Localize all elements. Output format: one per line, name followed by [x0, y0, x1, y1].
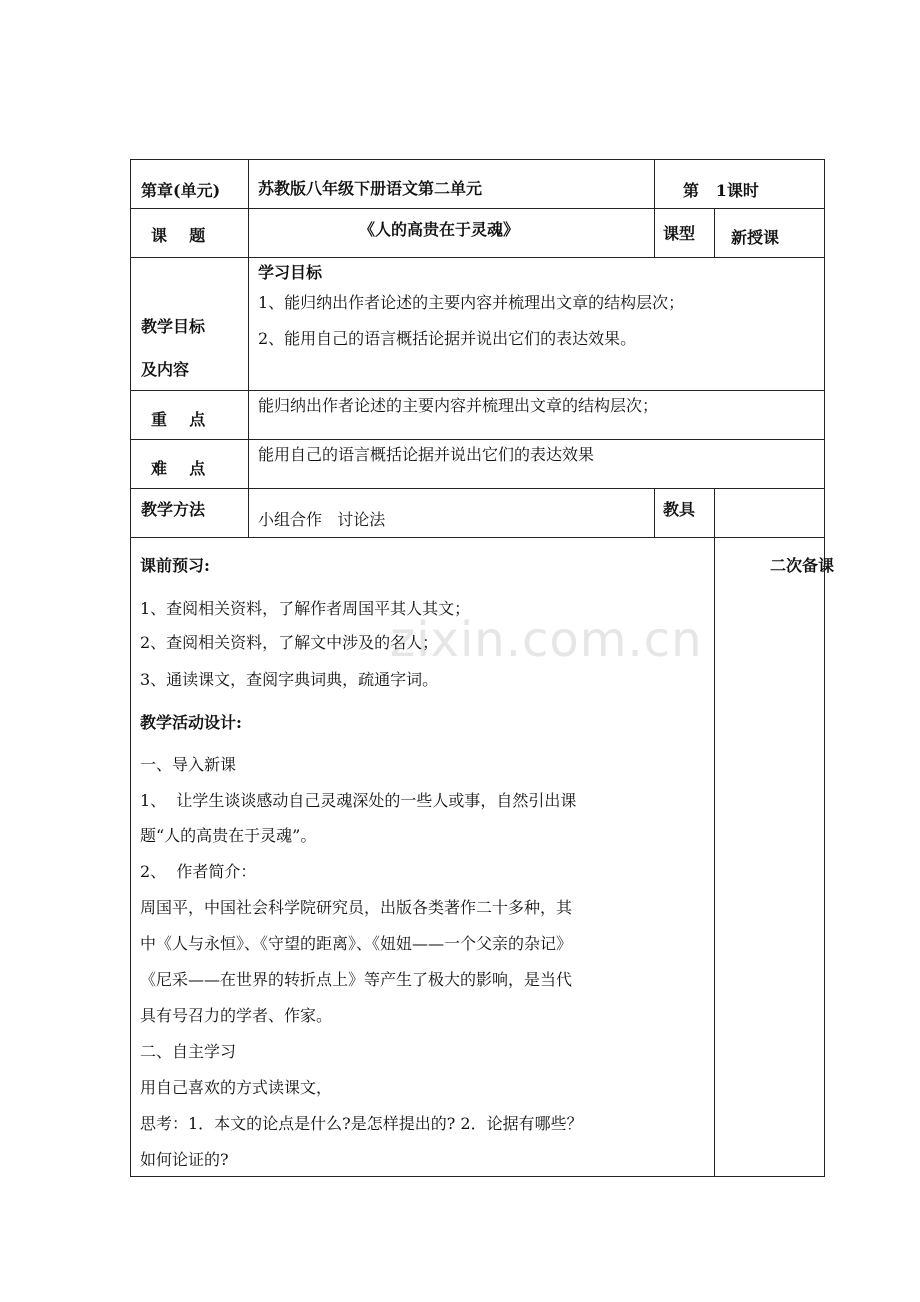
key-point-label: 重 点	[151, 410, 206, 429]
activity-body	[131, 538, 714, 1176]
method-value: 小组合作 讨论法	[258, 510, 386, 529]
lesson-type-value: 新授课	[731, 228, 780, 247]
body-line: 周国平，中国社会科学院研究员，出版各类著作二十多种，其	[140, 898, 573, 917]
key-point-row	[131, 391, 825, 440]
body-line: 中《人与永恒》、《守望的距离》、《妞妞——一个父亲的杂记》	[140, 934, 573, 953]
preview-item: 2、查阅相关资料，了解文中涉及的名人；	[140, 633, 439, 652]
objectives-heading: 学习目标	[258, 263, 323, 282]
body-line: 1、 让学生谈谈感动自己灵魂深处的一些人或事，自然引出课	[140, 791, 577, 810]
preview-item: 1、查阅相关资料，了解作者周国平其人其文；	[140, 599, 471, 618]
lesson-type-label: 课型	[663, 224, 696, 243]
preview-heading: 课前预习:	[140, 556, 210, 575]
body-line: 思考：1．本文的论点是什么?是怎样提出的? 2．论据有哪些？	[140, 1114, 583, 1133]
tools-label: 教具	[663, 500, 696, 519]
body-line: 《尼采——在世界的转折点上》等产生了极大的影响，是当代	[140, 970, 573, 989]
chapter-row	[131, 160, 825, 209]
difficulty-row	[131, 440, 825, 489]
body-line: 具有号召力的学者、作家。	[140, 1006, 333, 1025]
side-heading: 二次备课	[770, 556, 835, 575]
body-line: 题“人的高贵在于灵魂”。	[140, 826, 317, 845]
body-line: 用自己喜欢的方式读课文，	[140, 1078, 333, 1097]
objectives-label-line1: 教学目标	[141, 317, 206, 336]
design-heading: 教学活动设计:	[140, 713, 242, 732]
method-label: 教学方法	[141, 500, 206, 519]
body-line: 如何论证的?	[140, 1150, 229, 1169]
lesson-number: 第 1课时	[683, 181, 759, 200]
watermark: zixin.com.cn	[390, 612, 703, 668]
objective-item: 1、能归纳出作者论述的主要内容并梳理出文章的结构层次；	[258, 293, 685, 312]
chapter-label: 第章(单元)	[141, 181, 221, 200]
objectives-label-line2: 及内容	[141, 360, 190, 379]
activity-row	[131, 538, 825, 1177]
body-line: 一、导入新课	[140, 755, 237, 774]
objective-item: 2、能用自己的语言概括论据并说出它们的表达效果。	[258, 329, 637, 348]
topic-label: 课 题	[151, 226, 206, 245]
method-row	[131, 489, 825, 538]
chapter-value: 苏教版八年级下册语文第二单元	[258, 179, 483, 198]
lesson-plan-table	[130, 159, 835, 1177]
difficulty-value: 能用自己的语言概括论据并说出它们的表达效果	[258, 445, 595, 464]
body-line: 2、 作者简介：	[140, 862, 257, 881]
body-line: 二、自主学习	[140, 1042, 237, 1061]
preview-item: 3、通读课文，查阅字典词典，疏通字词。	[140, 670, 439, 689]
difficulty-label: 难 点	[151, 459, 206, 478]
topic-row	[131, 209, 825, 258]
key-point-value: 能归纳出作者论述的主要内容并梳理出文章的结构层次；	[258, 396, 659, 415]
objectives-row	[131, 258, 825, 391]
topic-value: 《人的高贵在于灵魂》	[359, 220, 520, 239]
